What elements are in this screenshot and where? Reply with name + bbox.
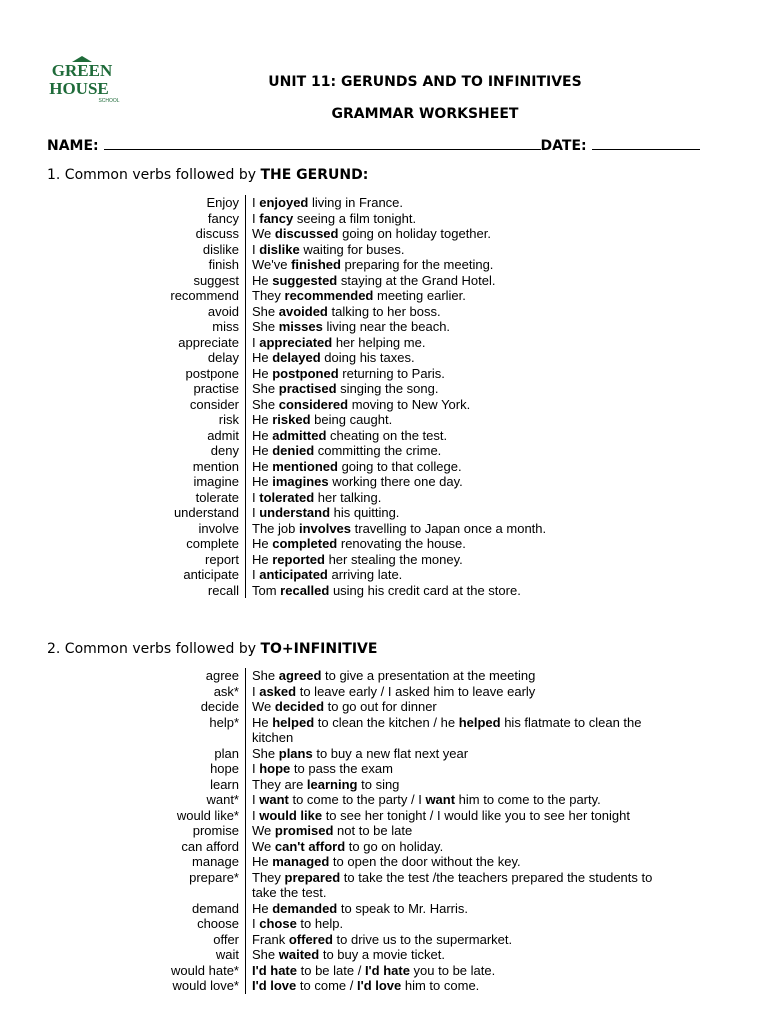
verb-cell: mention: [150, 459, 246, 475]
example-verb: mentioned: [272, 458, 338, 474]
example-text: to be late /: [297, 962, 365, 978]
example-text: to pass the exam: [290, 761, 393, 776]
table-row: [150, 963, 710, 979]
verb-cell: [150, 885, 246, 901]
example-verb: I'd love: [252, 978, 297, 993]
example-verb: discussed: [274, 226, 339, 241]
example-verb: recommended: [284, 288, 374, 303]
table-row: [150, 350, 710, 366]
example-text: I: [252, 761, 260, 776]
example-cell: [246, 397, 702, 413]
verb-cell: practise: [150, 381, 246, 397]
example-text: He: [252, 350, 273, 365]
example-verb: suggested: [272, 272, 338, 288]
example-cell: [246, 211, 702, 227]
example-cell: [246, 854, 702, 870]
example-verb: risked: [272, 412, 311, 427]
example-verb: considered: [278, 396, 349, 412]
example-text: Tom: [252, 582, 281, 598]
example-verb: dislike: [259, 241, 300, 257]
example-text: to leave early / I asked him to leave early: [296, 683, 536, 699]
example-text: working there one day.: [328, 474, 463, 489]
table-row: [150, 366, 710, 382]
table-row: [150, 823, 710, 839]
table-row: [150, 412, 710, 428]
verb-cell: discuss: [150, 226, 246, 242]
example-text: preparing for the meeting.: [340, 257, 494, 272]
example-text: He: [252, 365, 273, 381]
table-row: [150, 226, 710, 242]
verb-cell: admit: [150, 428, 246, 444]
example-cell: [246, 839, 702, 855]
example-text: living near the beach.: [322, 319, 451, 334]
example-text: waiting for buses.: [299, 241, 405, 257]
example-text: to take the test /the teachers prepared the students to: [340, 869, 653, 885]
example-text: not to be late: [333, 823, 413, 838]
example-text: being caught.: [310, 412, 393, 427]
verb-cell: can afford: [150, 839, 246, 855]
example-verb: reported: [272, 551, 325, 567]
table-row: [150, 699, 710, 715]
example-cell: [246, 932, 702, 948]
table-row: [150, 428, 710, 444]
example-text: moving to New York.: [348, 396, 471, 412]
infinitive-verb-table: [150, 668, 710, 994]
example-text: living in France.: [308, 195, 404, 210]
example-text: He: [252, 412, 273, 427]
example-text: staying at the Grand Hotel.: [337, 272, 496, 288]
example-verb: admitted: [272, 427, 327, 443]
name-label: NAME:: [47, 138, 99, 154]
example-text: to help.: [296, 916, 344, 931]
example-cell: [246, 715, 702, 731]
example-text: He: [252, 458, 273, 474]
example-text: travelling to Japan once a month.: [351, 520, 547, 536]
example-text: She: [252, 745, 279, 761]
example-text: meeting earlier.: [373, 288, 466, 303]
verb-cell: Enjoy: [150, 195, 246, 211]
svg-text:SCHOOL: SCHOOL: [98, 98, 120, 104]
example-verb: enjoyed: [259, 195, 309, 210]
section-heading-gerund: 1. Common verbs followed by THE GERUND:: [47, 167, 369, 183]
table-row: [150, 761, 710, 777]
example-cell: [246, 412, 702, 428]
example-text: going to that college.: [337, 458, 462, 474]
table-row: [150, 808, 710, 824]
example-text: I: [252, 195, 260, 210]
example-text: She: [252, 319, 279, 334]
example-verb: appreciated: [259, 334, 333, 350]
example-text: kitchen: [252, 730, 294, 745]
example-text: He: [252, 714, 273, 730]
table-row: [150, 901, 710, 917]
verb-cell: miss: [150, 319, 246, 335]
verb-cell: promise: [150, 823, 246, 839]
example-verb: would like: [259, 807, 323, 823]
example-verb: managed: [272, 854, 330, 869]
verb-cell: prepare*: [150, 870, 246, 886]
date-field[interactable]: [592, 136, 700, 150]
verb-cell: agree: [150, 668, 246, 684]
table-row: [150, 257, 710, 273]
example-text: I: [252, 916, 260, 931]
example-text: She: [252, 303, 279, 319]
example-text: He: [252, 272, 273, 288]
example-text: They: [252, 869, 285, 885]
example-text: He: [252, 551, 273, 567]
example-text: to go on holiday.: [345, 838, 444, 854]
example-cell: [246, 885, 702, 901]
table-row: [150, 746, 710, 762]
verb-cell: imagine: [150, 474, 246, 490]
example-verb: completed: [272, 536, 338, 551]
example-verb: I'd hate: [252, 962, 297, 978]
example-verb: delayed: [272, 350, 321, 365]
example-verb: want: [425, 792, 456, 807]
verb-cell: risk: [150, 412, 246, 428]
example-text: to open the door without the key.: [329, 854, 521, 869]
table-row: [150, 978, 710, 994]
example-cell: [246, 963, 702, 979]
example-verb: imagines: [272, 474, 329, 489]
example-cell: [246, 257, 702, 273]
example-cell: [246, 552, 702, 568]
table-row: [150, 947, 710, 963]
example-text: her stealing the money.: [324, 551, 463, 567]
example-text: to clean the kitchen / he: [314, 714, 459, 730]
example-text: She: [252, 668, 279, 683]
example-text: He: [252, 854, 273, 869]
example-verb: plans: [278, 745, 313, 761]
verb-cell: anticipate: [150, 567, 246, 583]
example-cell: [246, 746, 702, 762]
example-text: take the test.: [252, 885, 327, 900]
example-verb: offered: [288, 931, 333, 947]
example-verb: I'd love: [356, 978, 402, 993]
example-text: She: [252, 947, 279, 962]
example-cell: [246, 490, 702, 506]
example-text: to buy a movie ticket.: [319, 947, 445, 962]
example-text: his flatmate to clean the: [500, 714, 642, 730]
verb-cell: deny: [150, 443, 246, 459]
example-verb: practised: [278, 381, 337, 396]
example-verb: misses: [278, 319, 323, 334]
table-row: [150, 583, 710, 599]
table-row: [150, 474, 710, 490]
example-text: They: [252, 288, 285, 303]
example-verb: understand: [259, 505, 331, 520]
table-row: [150, 885, 710, 901]
example-text: We: [252, 838, 275, 854]
example-text: I: [252, 567, 260, 582]
table-row: [150, 567, 710, 583]
verb-cell: would love*: [150, 978, 246, 994]
example-cell: [246, 792, 702, 808]
example-text: We: [252, 226, 275, 241]
example-text: I: [252, 683, 260, 699]
table-row: [150, 916, 710, 932]
verb-cell: learn: [150, 777, 246, 793]
example-verb: recalled: [280, 582, 330, 598]
example-cell: [246, 505, 702, 521]
example-verb: learning: [306, 776, 358, 792]
example-text: her talking.: [314, 489, 382, 505]
example-cell: [246, 335, 702, 351]
verb-cell: involve: [150, 521, 246, 537]
example-cell: [246, 808, 702, 824]
example-cell: [246, 668, 702, 684]
table-row: [150, 536, 710, 552]
table-row: [150, 777, 710, 793]
table-row: [150, 319, 710, 335]
example-cell: [246, 226, 702, 242]
name-date-line: [47, 136, 700, 154]
example-cell: [246, 350, 702, 366]
example-cell: [246, 978, 702, 994]
table-row: [150, 459, 710, 475]
example-text: He: [252, 536, 273, 551]
table-row: [150, 397, 710, 413]
verb-cell: wait: [150, 947, 246, 963]
table-row: [150, 335, 710, 351]
verb-cell: suggest: [150, 273, 246, 289]
verb-cell: recommend: [150, 288, 246, 304]
example-verb: waited: [278, 947, 320, 962]
example-text: to speak to Mr. Harris.: [337, 900, 469, 916]
example-cell: [246, 428, 702, 444]
example-cell: [246, 381, 702, 397]
example-cell: [246, 699, 702, 715]
example-cell: [246, 319, 702, 335]
example-text: you to be late.: [409, 962, 496, 978]
example-cell: [246, 521, 702, 537]
example-verb: finished: [291, 257, 341, 272]
table-row: [150, 490, 710, 506]
verb-cell: fancy: [150, 211, 246, 227]
verb-cell: dislike: [150, 242, 246, 258]
table-row: [150, 273, 710, 289]
example-verb: asked: [259, 683, 297, 699]
example-text: She: [252, 396, 279, 412]
table-row: [150, 730, 710, 746]
verb-cell: understand: [150, 505, 246, 521]
verb-cell: offer: [150, 932, 246, 948]
example-text: arriving late.: [327, 567, 403, 582]
example-verb: postponed: [272, 365, 339, 381]
example-cell: [246, 901, 702, 917]
example-text: seeing a film tonight.: [293, 210, 417, 226]
table-row: [150, 521, 710, 537]
verb-cell: demand: [150, 901, 246, 917]
example-cell: [246, 459, 702, 475]
example-text: He: [252, 900, 273, 916]
school-logo: [47, 56, 120, 106]
example-text: doing his taxes.: [320, 350, 415, 365]
example-cell: [246, 536, 702, 552]
example-cell: [246, 474, 702, 490]
example-cell: [246, 195, 702, 211]
page-title: UNIT 11: GERUNDS AND TO INFINITIVES: [268, 74, 582, 90]
example-text: I: [252, 792, 260, 807]
example-verb: can't afford: [274, 838, 346, 854]
table-row: [150, 839, 710, 855]
example-cell: [246, 273, 702, 289]
verb-cell: plan: [150, 746, 246, 762]
example-text: He: [252, 443, 273, 458]
example-text: to come /: [296, 978, 357, 993]
example-text: to see her tonight / I would like you to see her tonight: [322, 807, 630, 823]
table-row: [150, 668, 710, 684]
name-field[interactable]: [104, 136, 541, 150]
verb-cell: consider: [150, 397, 246, 413]
example-verb: helped: [458, 714, 501, 730]
example-cell: [246, 870, 702, 886]
example-verb: fancy: [259, 210, 294, 226]
example-text: singing the song.: [336, 381, 439, 396]
example-cell: [246, 443, 702, 459]
example-cell: [246, 730, 702, 746]
example-cell: [246, 304, 702, 320]
table-row: [150, 715, 710, 731]
example-cell: [246, 583, 702, 599]
example-verb: tolerated: [259, 489, 315, 505]
example-text: to give a presentation at the meeting: [321, 668, 536, 683]
example-cell: [246, 947, 702, 963]
example-verb: helped: [272, 714, 315, 730]
table-row: [150, 195, 710, 211]
example-text: committing the crime.: [314, 443, 442, 458]
example-cell: [246, 288, 702, 304]
example-text: Frank: [252, 931, 289, 947]
example-verb: involves: [298, 520, 352, 536]
example-text: him to come.: [401, 978, 480, 993]
example-text: I: [252, 505, 260, 520]
example-text: They are: [252, 776, 307, 792]
example-cell: [246, 916, 702, 932]
verb-cell: ask*: [150, 684, 246, 700]
example-text: cheating on the test.: [326, 427, 448, 443]
example-text: his quitting.: [330, 505, 400, 520]
example-verb: decided: [274, 699, 325, 714]
table-row: [150, 684, 710, 700]
table-row: [150, 443, 710, 459]
example-text: renovating the house.: [337, 536, 466, 551]
table-row: [150, 792, 710, 808]
table-row: [150, 211, 710, 227]
table-row: [150, 288, 710, 304]
example-verb: chose: [259, 916, 297, 931]
date-label: DATE:: [540, 138, 587, 154]
section-heading-infinitive: 2. Common verbs followed by TO+INFINITIVE: [47, 641, 378, 657]
table-row: [150, 304, 710, 320]
example-verb: I'd hate: [364, 962, 410, 978]
example-verb: prepared: [284, 869, 341, 885]
svg-text:GREEN: GREEN: [51, 61, 113, 80]
table-row: [150, 932, 710, 948]
verb-cell: decide: [150, 699, 246, 715]
example-verb: promised: [274, 823, 334, 838]
verb-cell: avoid: [150, 304, 246, 320]
example-text: We've: [252, 257, 292, 272]
example-text: to sing: [357, 776, 400, 792]
example-cell: [246, 567, 702, 583]
verb-cell: would hate*: [150, 963, 246, 979]
example-verb: anticipated: [259, 567, 328, 582]
verb-cell: help*: [150, 715, 246, 731]
verb-cell: [150, 730, 246, 746]
example-text: The job: [252, 520, 299, 536]
example-text: talking to her boss.: [327, 303, 441, 319]
example-text: I: [252, 241, 260, 257]
example-text: him to come to the party.: [455, 792, 601, 807]
example-cell: [246, 684, 702, 700]
example-text: I: [252, 334, 260, 350]
example-text: to go out for dinner: [324, 699, 437, 714]
verb-cell: postpone: [150, 366, 246, 382]
gerund-verb-table: [150, 195, 710, 598]
table-row: [150, 242, 710, 258]
example-text: We: [252, 823, 275, 838]
example-cell: [246, 242, 702, 258]
example-text: going on holiday together.: [338, 226, 491, 241]
table-row: [150, 381, 710, 397]
example-text: He: [252, 427, 273, 443]
verb-cell: manage: [150, 854, 246, 870]
example-text: She: [252, 381, 279, 396]
example-verb: denied: [272, 443, 315, 458]
example-verb: avoided: [278, 303, 328, 319]
example-verb: demanded: [272, 900, 338, 916]
example-verb: agreed: [278, 668, 322, 683]
example-text: using his credit card at the store.: [329, 582, 521, 598]
example-verb: want: [259, 792, 289, 807]
example-cell: [246, 366, 702, 382]
example-text: I: [252, 210, 260, 226]
verb-cell: would like*: [150, 808, 246, 824]
verb-cell: hope: [150, 761, 246, 777]
verb-cell: tolerate: [150, 490, 246, 506]
example-cell: [246, 777, 702, 793]
verb-cell: delay: [150, 350, 246, 366]
verb-cell: recall: [150, 583, 246, 599]
example-text: I: [252, 807, 260, 823]
example-text: returning to Paris.: [338, 365, 445, 381]
verb-cell: report: [150, 552, 246, 568]
example-cell: [246, 823, 702, 839]
verb-cell: finish: [150, 257, 246, 273]
verb-cell: want*: [150, 792, 246, 808]
example-verb: hope: [259, 761, 291, 776]
table-row: [150, 870, 710, 886]
page-subtitle: GRAMMAR WORKSHEET: [331, 106, 519, 122]
verb-cell: choose: [150, 916, 246, 932]
example-text: to drive us to the supermarket.: [332, 931, 513, 947]
example-cell: [246, 761, 702, 777]
table-row: [150, 505, 710, 521]
example-text: We: [252, 699, 275, 714]
verb-cell: appreciate: [150, 335, 246, 351]
example-text: to come to the party / I: [288, 792, 426, 807]
example-text: her helping me.: [332, 334, 426, 350]
example-text: I: [252, 489, 260, 505]
table-row: [150, 854, 710, 870]
svg-text:HOUSE: HOUSE: [49, 79, 109, 98]
example-text: He: [252, 474, 273, 489]
example-text: to buy a new flat next year: [312, 745, 469, 761]
table-row: [150, 552, 710, 568]
verb-cell: complete: [150, 536, 246, 552]
